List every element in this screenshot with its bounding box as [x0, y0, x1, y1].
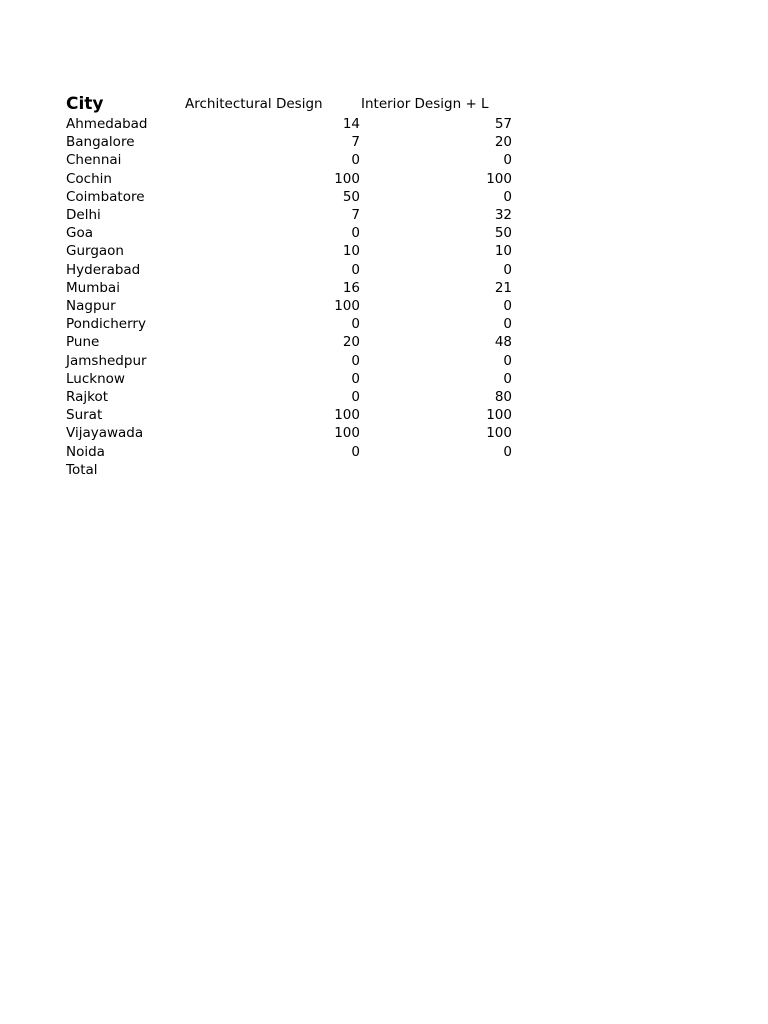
city-cell: Rajkot	[66, 389, 108, 406]
architectural-design-cell: 50	[342, 188, 360, 205]
city-cell: Jamshedpur	[66, 352, 147, 369]
city-cell: Goa	[66, 225, 93, 242]
architectural-design-cell: 16	[342, 279, 360, 296]
architectural-design-cell: 0	[351, 316, 360, 333]
table-body	[66, 115, 512, 461]
table-row	[66, 424, 512, 442]
header-row	[66, 93, 512, 115]
interior-design-cell: 32	[494, 207, 512, 224]
city-cell: Coimbatore	[66, 188, 145, 205]
architectural-design-cell: 20	[342, 334, 360, 351]
interior-design-cell: 10	[494, 243, 512, 260]
table-row	[66, 188, 512, 206]
city-cell: Cochin	[66, 170, 112, 187]
architectural-design-cell: 7	[351, 134, 360, 151]
architectural-design-cell: 100	[334, 298, 360, 315]
table-row	[66, 388, 512, 406]
architectural-design-cell: 0	[351, 389, 360, 406]
city-cell: Hyderabad	[66, 261, 141, 278]
interior-design-cell: 0	[503, 352, 512, 369]
interior-design-cell: 0	[503, 188, 512, 205]
table-row	[66, 151, 512, 169]
interior-design-cell: 50	[494, 225, 512, 242]
interior-design-cell: 0	[503, 298, 512, 315]
table-row	[66, 406, 512, 424]
table-row	[66, 115, 512, 133]
city-cell: Surat	[66, 407, 103, 424]
table-row	[66, 315, 512, 333]
interior-design-cell: 80	[494, 389, 512, 406]
architectural-design-cell: 0	[351, 261, 360, 278]
total-label: Total	[66, 461, 98, 478]
interior-design-cell: 0	[503, 316, 512, 333]
table-row	[66, 370, 512, 388]
table-row	[66, 206, 512, 224]
architectural-design-cell: 100	[334, 407, 360, 424]
city-cell: Noida	[66, 443, 105, 460]
architectural-design-cell: 0	[351, 225, 360, 242]
header-interior-design-label: Interior Design + L	[361, 96, 489, 112]
city-design-table	[66, 93, 512, 479]
table-row	[66, 133, 512, 151]
city-cell: Pune	[66, 334, 100, 351]
city-cell: Mumbai	[66, 279, 120, 296]
total-architectural-cell	[184, 461, 360, 479]
table-row	[66, 170, 512, 188]
city-cell: Bangalore	[66, 134, 135, 151]
city-cell: Vijayawada	[66, 425, 144, 442]
interior-design-cell: 100	[486, 170, 512, 187]
architectural-design-cell: 7	[351, 207, 360, 224]
table-row	[66, 352, 512, 370]
table-row	[66, 333, 512, 351]
table-row	[66, 242, 512, 260]
header-interior-design	[360, 93, 512, 115]
table-row	[66, 443, 512, 461]
architectural-design-cell: 0	[351, 152, 360, 169]
architectural-design-cell: 0	[351, 370, 360, 387]
city-cell: Gurgaon	[66, 243, 124, 260]
table-row	[66, 224, 512, 242]
header-city: City	[66, 94, 104, 114]
total-row	[66, 461, 512, 479]
architectural-design-cell: 100	[334, 170, 360, 187]
interior-design-cell: 0	[503, 152, 512, 169]
architectural-design-cell: 0	[351, 352, 360, 369]
interior-design-cell: 48	[494, 334, 512, 351]
architectural-design-cell: 10	[342, 243, 360, 260]
architectural-design-cell: 0	[351, 443, 360, 460]
interior-design-cell: 0	[503, 370, 512, 387]
city-cell: Ahmedabad	[66, 116, 148, 132]
city-cell: Nagpur	[66, 298, 116, 315]
interior-design-cell: 57	[494, 116, 512, 132]
table-row	[66, 297, 512, 315]
city-cell: Lucknow	[66, 370, 125, 387]
table-row	[66, 261, 512, 279]
architectural-design-cell: 100	[334, 425, 360, 442]
interior-design-cell: 21	[494, 279, 512, 296]
interior-design-cell: 100	[486, 425, 512, 442]
city-cell: Delhi	[66, 207, 101, 224]
header-architectural-design: Architectural Design	[185, 96, 323, 112]
table-row	[66, 279, 512, 297]
interior-design-cell: 0	[503, 443, 512, 460]
architectural-design-cell: 14	[342, 116, 360, 132]
interior-design-cell: 100	[486, 407, 512, 424]
city-cell: Chennai	[66, 152, 122, 169]
interior-design-cell: 0	[503, 261, 512, 278]
interior-design-cell: 20	[494, 134, 512, 151]
city-cell: Pondicherry	[66, 316, 146, 333]
spreadsheet-page	[66, 93, 512, 479]
total-interior-cell	[360, 461, 512, 479]
